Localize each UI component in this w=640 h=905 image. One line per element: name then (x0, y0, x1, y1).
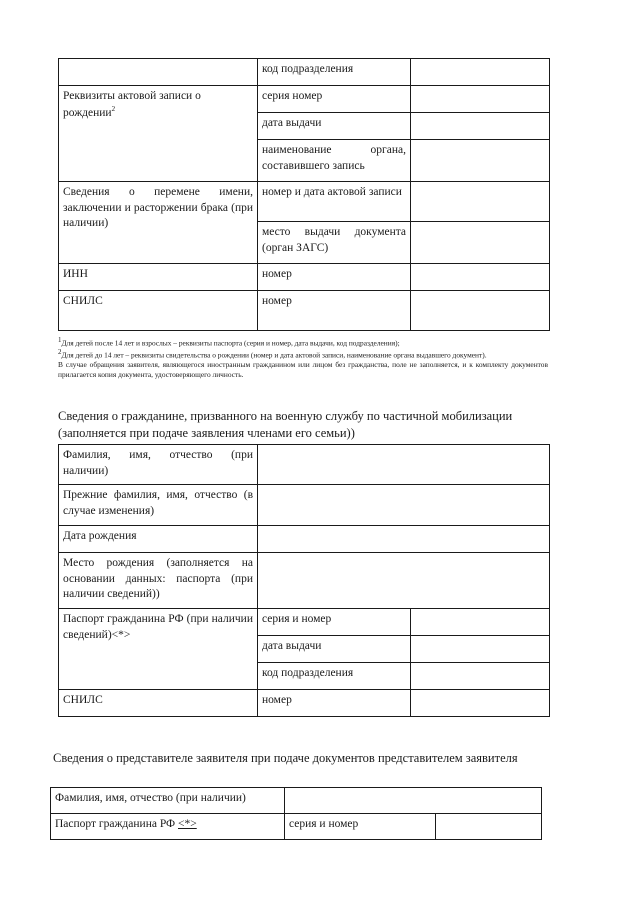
table1-empty-cell (59, 59, 258, 86)
representative-passport-series-label: серия и номер (285, 814, 436, 840)
representative-passport-series-value[interactable] (436, 814, 542, 840)
citizen-prev-fio-label: Прежние фамилия, имя, отчество (в случае изменения) (59, 485, 258, 526)
birth-record-label: Реквизиты актовой записи о рождении$^2$ (59, 86, 258, 182)
name-change-record-value[interactable] (411, 182, 550, 222)
citizen-prev-fio-value[interactable] (258, 485, 550, 526)
snils-label: СНИЛС (59, 291, 258, 331)
subdivision-code-label: код подразделения (258, 59, 411, 86)
inn-number-label: номер (258, 264, 411, 291)
name-change-label: Сведения о перемене имени, заключении и расторжении брака (при наличии) (59, 182, 258, 264)
birth-organ-label: наименование органа, составившего запись (258, 140, 411, 182)
citizen-passport-code-value[interactable] (411, 663, 550, 690)
name-change-place-label: место выдачи документа (орган ЗАГС) (258, 222, 411, 264)
citizen-passport-date-label: дата выдачи (258, 636, 411, 663)
mobilized-citizen-table (58, 444, 550, 717)
citizen-birth-place-label: Место рождения (заполняется на основании данных: паспорта (при наличии сведений)) (59, 553, 258, 609)
subdivision-code-value[interactable] (411, 59, 550, 86)
snils-number-value[interactable] (411, 291, 550, 331)
footnote-3: В случае обращения заявителя, являющегося иностранным гражданином или лицом без гражданства, поле не заполняется, и к комплекту документов прилагается копия документа, удостоверяющего личность. (58, 360, 548, 379)
footnote-1: 1Для детей после 14 лет и взрослых – реквизиты паспорта (серия и номер, дата выдачи, код подразделения); (58, 336, 400, 348)
citizen-snils-number-label: номер (258, 690, 411, 717)
citizen-birth-date-label: Дата рождения (59, 526, 258, 553)
citizen-fio-value[interactable] (258, 445, 550, 485)
applicant-details-table (58, 58, 550, 331)
citizen-passport-code-label: код подразделения (258, 663, 411, 690)
citizen-birth-date-value[interactable] (258, 526, 550, 553)
citizen-passport-label: Паспорт гражданина РФ (при наличии сведений)<*> (59, 609, 258, 690)
citizen-passport-series-value[interactable] (411, 609, 550, 636)
name-change-record-label: номер и дата актовой записи (258, 182, 411, 222)
inn-number-value[interactable] (411, 264, 550, 291)
citizen-birth-place-value[interactable] (258, 553, 550, 609)
birth-series-label: серия номер (258, 86, 411, 113)
birth-date-label: дата выдачи (258, 113, 411, 140)
snils-number-label: номер (258, 291, 411, 331)
representative-passport-label: Паспорт гражданина РФ <*> (51, 814, 285, 840)
representative-heading: Сведения о представителе заявителя при подаче документов представителем заявителя (53, 751, 518, 765)
citizen-snils-number-value[interactable] (411, 690, 550, 717)
representative-fio-value[interactable] (285, 788, 542, 814)
citizen-snils-label: СНИЛС (59, 690, 258, 717)
citizen-fio-label: Фамилия, имя, отчество (при наличии) (59, 445, 258, 485)
birth-date-value[interactable] (411, 113, 550, 140)
name-change-place-value[interactable] (411, 222, 550, 264)
footnotes (58, 336, 548, 379)
citizen-passport-series-label: серия и номер (258, 609, 411, 636)
footnote-2: 2Для детей до 14 лет – реквизиты свидетельства о рождении (номер и дата актовой записи, наименование органа выдавшего документ). (58, 348, 487, 360)
birth-series-value[interactable] (411, 86, 550, 113)
representative-fio-label: Фамилия, имя, отчество (при наличии) (51, 788, 285, 814)
inn-label: ИНН (59, 264, 258, 291)
mobilized-citizen-heading: Сведения о гражданине, призванного на военную службу по частичной мобилизации (заполняется при подаче заявления членами его семьи)) (58, 409, 513, 440)
birth-organ-value[interactable] (411, 140, 550, 182)
citizen-passport-date-value[interactable] (411, 636, 550, 663)
footnote-ref-link[interactable]: <*> (178, 818, 197, 830)
representative-table (50, 787, 542, 840)
